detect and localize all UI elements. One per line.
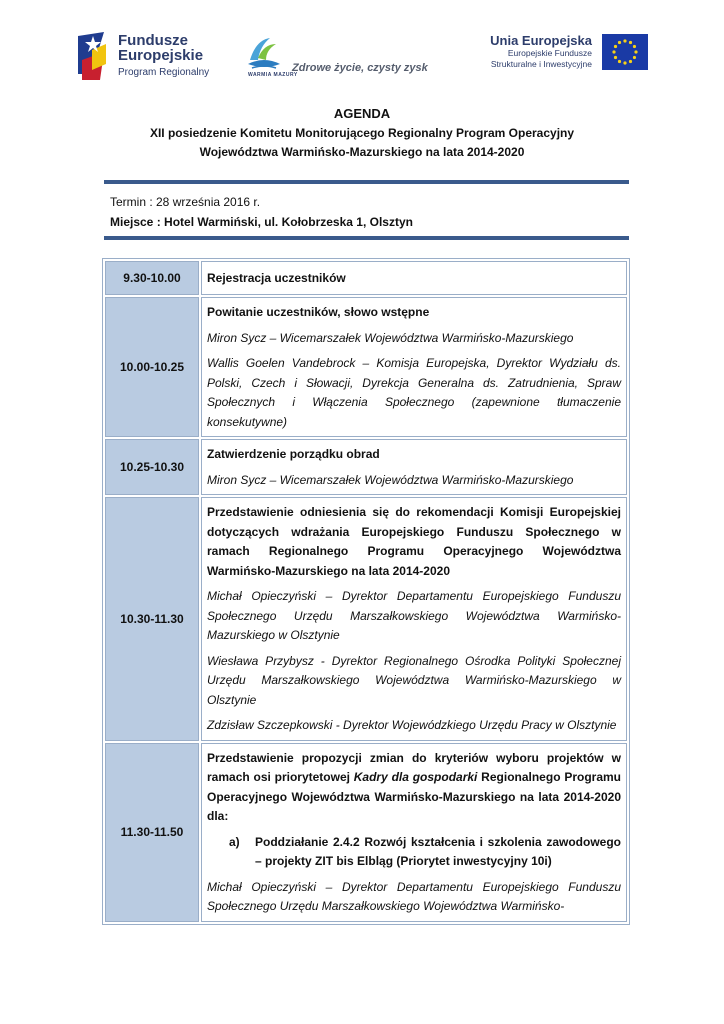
wm-slogan: Zdrowe życie, czysty zysk — [292, 62, 428, 74]
agenda-header — [0, 104, 724, 162]
item-person: Michał Opieczyński – Dyrektor Departamentu Europejskiego Funduszu Społecznego Urzędu Marszałkowskiego Województwa Warmińsko-Mazurskiego w Olsztynie — [207, 589, 621, 642]
item-title: Powitanie uczestników, słowo wstępne — [207, 305, 430, 319]
meeting-info — [110, 192, 413, 232]
agenda-row — [105, 297, 627, 437]
ue-line3: Strukturalne i Inwestycyjne — [490, 59, 592, 69]
sub-item — [207, 833, 621, 872]
agenda-row — [105, 439, 627, 495]
ue-text — [484, 34, 592, 70]
fe-line3: Program Regionalny — [118, 67, 210, 78]
sub-item-text: Poddziałanie 2.4.2 Rozwój kształcenia i szkolenia zawodowego – projekty ZIT bis Elbląg (Priorytet inwestycyjny 10i) — [255, 834, 621, 868]
item-title: Rejestracja uczestników — [207, 270, 346, 285]
item-person: Wiesława Przybysz - Dyrektor Regionalnego Ośrodka Polityki Społecznej Urzędu Marszałkowskiego Województwa Warmińsko-Mazurskiego w Olsztynie — [207, 653, 621, 707]
meeting-date: Termin : 28 września 2016 r. — [110, 195, 261, 209]
agenda-table — [102, 258, 630, 925]
page-title: AGENDA — [333, 106, 391, 121]
content-cell — [201, 297, 627, 437]
item-title: Przedstawienie odniesienia się do rekomendacji Komisji Europejskiej dotyczących wdrażania Europejskiego Funduszu Społecznego w ramach Regionalnego Programu Operacyjnego Województwa Warmińsko-Mazurskiego na lata 2014-2020 — [207, 505, 621, 578]
item-person: Zdzisław Szczepkowski - Dyrektor Wojewódzkiego Urzędu Pracy w Olsztynie — [207, 718, 617, 732]
meeting-place: Miejsce : Hotel Warmiński, ul. Kołobrzeska 1, Olsztyn — [110, 215, 413, 229]
top-divider — [104, 180, 629, 184]
fe-line2: Europejskie — [118, 47, 204, 64]
item-title-emphasis: Kadry dla gospodarki — [353, 770, 478, 784]
item-person: Michał Opieczyński – Dyrektor Departamentu Europejskiego Funduszu Społecznego Urzędu Marszałkowskiego Województwa Warmińsko- — [207, 879, 621, 913]
bottom-divider — [104, 236, 629, 240]
page-subtitle-1: XII posiedzenie Komitetu Monitorującego Regionalny Program Operacyjny — [149, 126, 575, 140]
time-cell: 10.00-10.25 — [105, 297, 199, 437]
content-cell — [201, 497, 627, 741]
item-title-part: Przedstawienie propozycji zmian do kryteriów wyboru projektów w ramach osi priorytetowej — [207, 750, 621, 784]
unia-europejska-logo — [484, 34, 664, 80]
item-title: Zatwierdzenie porządku obrad — [207, 447, 380, 461]
page-subtitle-2: Województwa Warmińsko-Mazurskiego na lata 2014-2020 — [199, 145, 525, 159]
time-cell: 9.30-10.00 — [105, 261, 199, 295]
time-cell: 11.30-11.50 — [105, 743, 199, 922]
warmia-mazury-icon — [246, 34, 282, 76]
content-cell — [201, 743, 627, 922]
ue-line2: Europejskie Fundusze — [507, 48, 592, 58]
eu-flag-icon — [602, 34, 648, 70]
ue-line1: Unia Europejska — [490, 33, 592, 48]
content-cell — [201, 439, 627, 495]
logo-bar — [0, 28, 724, 88]
fundusze-europejskie-logo — [78, 30, 218, 84]
agenda-row — [105, 743, 627, 922]
content-cell — [201, 261, 627, 295]
item-person: Wallis Goelen Vandebrock – Komisja Europejska, Dyrektor Wydziału ds. Polski, Czech i Słowacji, Dyrekcja Generalna ds. Zatrudnienia, Spraw Społecznych i Włączenia Społecznego (zapewnione tłumaczenie konsekutywne) — [207, 356, 621, 429]
item-title — [207, 749, 621, 827]
wm-name: WARMIA MAZURY — [248, 72, 298, 78]
warmia-mazury-logo — [246, 34, 446, 84]
agenda-row — [105, 261, 627, 295]
time-cell: 10.25-10.30 — [105, 439, 199, 495]
fe-line1: Fundusze — [118, 32, 188, 49]
agenda-row — [105, 497, 627, 741]
time-cell: 10.30-11.30 — [105, 497, 199, 741]
fe-text — [118, 33, 209, 80]
sub-item-marker: a) — [229, 834, 240, 849]
item-title-part: Regionalnego Programu Operacyjnego Województwa Warmińsko-Mazurskiego na lata 2014-2020 dla: — [207, 770, 621, 823]
fe-star-icon — [78, 30, 108, 82]
item-person: Miron Sycz – Wicemarszałek Województwa Warmińsko-Mazurskiego — [207, 472, 574, 487]
item-person: Miron Sycz – Wicemarszałek Województwa Warmińsko-Mazurskiego — [207, 330, 574, 345]
